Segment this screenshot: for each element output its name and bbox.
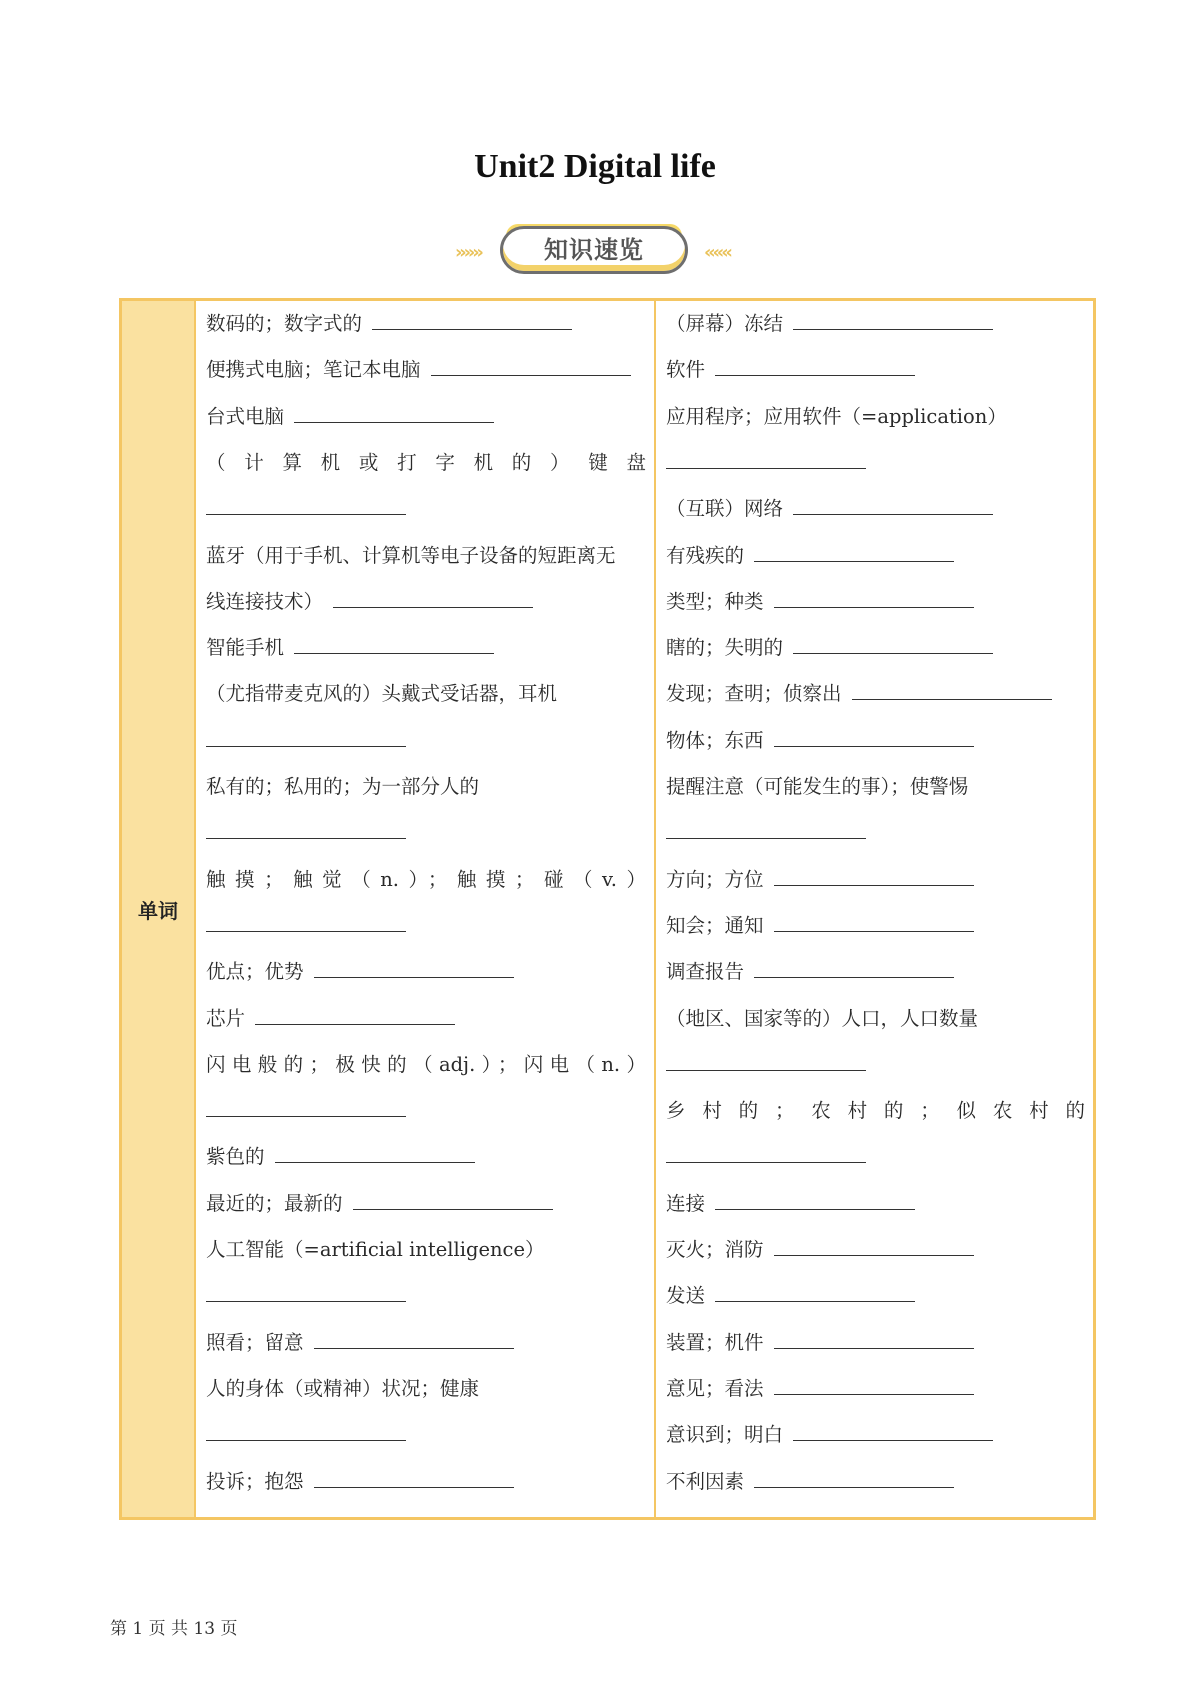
vocab-line — [666, 957, 1085, 987]
answer-blank[interactable] — [774, 1374, 974, 1395]
vocab-prompt: 物体；东西 — [666, 728, 764, 752]
vocab-prompt: 方向；方位 — [666, 867, 764, 891]
answer-blank[interactable] — [774, 587, 974, 608]
answer-blank[interactable] — [754, 541, 954, 562]
vocab-line — [666, 1235, 1085, 1265]
vocab-line — [666, 1142, 1085, 1172]
vocab-line — [666, 818, 1085, 848]
vocab-line — [206, 1096, 646, 1126]
answer-blank[interactable] — [774, 911, 974, 932]
vocab-line — [666, 1096, 1085, 1126]
vocab-prompt: 发现；查明；侦察出 — [666, 682, 842, 706]
vocab-prompt: （地区、国家等的）人口，人口数量 — [666, 1006, 979, 1030]
vocab-line — [666, 1374, 1085, 1404]
vocab-prompt: 最近的；最新的 — [206, 1191, 343, 1215]
vocab-line — [206, 1235, 646, 1265]
vocab-line — [206, 1189, 646, 1219]
chevron-left-icon: ««« — [704, 242, 730, 263]
vocab-line — [666, 1420, 1085, 1450]
answer-blank[interactable] — [333, 587, 533, 608]
vocab-line — [666, 402, 1085, 432]
vocab-prompt: 调查报告 — [666, 960, 745, 984]
vocabulary-table — [119, 298, 1096, 1520]
vocab-prompt: 乡村的；农村的；似农村的 — [666, 1099, 1085, 1123]
vocab-line — [206, 633, 646, 663]
vocab-line — [206, 865, 646, 895]
vocab-line — [206, 1467, 646, 1497]
page-title: Unit2 Digital life — [474, 148, 716, 185]
vocab-column-left — [196, 301, 656, 1517]
answer-blank[interactable] — [206, 818, 406, 839]
vocab-line — [206, 911, 646, 941]
section-label: 单词 — [138, 898, 178, 923]
vocab-prompt: （互联）网络 — [666, 497, 784, 521]
answer-blank[interactable] — [666, 818, 866, 839]
vocab-line — [206, 679, 646, 709]
vocab-prompt: 线连接技术） — [206, 589, 324, 613]
vocab-line — [666, 448, 1085, 478]
answer-blank[interactable] — [793, 633, 993, 654]
knowledge-overview-badge: 知识速览 — [500, 226, 688, 274]
answer-blank[interactable] — [793, 309, 993, 330]
vocab-prompt: 便携式电脑；笔记本电脑 — [206, 358, 421, 382]
vocab-line — [666, 1467, 1085, 1497]
vocab-prompt: （计算机或打字机的）键盘 — [206, 450, 646, 474]
vocab-prompt: 应用程序；应用软件（=application） — [666, 404, 1007, 428]
vocab-prompt: 类型；种类 — [666, 589, 764, 613]
vocab-prompt: （尤指带麦克风的）头戴式受话器，耳机 — [206, 682, 558, 706]
vocab-prompt: 不利因素 — [666, 1469, 745, 1493]
answer-blank[interactable] — [206, 1281, 406, 1302]
answer-blank[interactable] — [754, 957, 954, 978]
vocab-prompt: 人的身体（或精神）状况；健康 — [206, 1376, 480, 1400]
answer-blank[interactable] — [666, 448, 866, 469]
answer-blank[interactable] — [666, 1142, 866, 1163]
vocab-prompt: 意见；看法 — [666, 1376, 764, 1400]
vocab-line — [206, 1374, 646, 1404]
vocab-line — [666, 587, 1085, 617]
vocab-line — [666, 494, 1085, 524]
vocab-prompt: 连接 — [666, 1191, 706, 1215]
answer-blank[interactable] — [206, 1096, 406, 1117]
answer-blank[interactable] — [754, 1467, 954, 1488]
vocab-prompt: （屏幕）冻结 — [666, 312, 784, 335]
chevron-right-icon: »»» — [455, 242, 481, 263]
vocab-prompt: 软件 — [666, 358, 706, 382]
vocab-prompt: 蓝牙（用于手机、计算机等电子设备的短距离无 — [206, 543, 616, 567]
answer-blank[interactable] — [715, 355, 915, 376]
vocab-prompt: 台式电脑 — [206, 404, 285, 428]
answer-blank[interactable] — [774, 1328, 974, 1349]
vocab-line — [666, 309, 1085, 339]
vocab-line — [206, 1142, 646, 1172]
vocab-prompt: 知会；通知 — [666, 913, 764, 937]
vocab-prompt: 瞎的；失明的 — [666, 636, 784, 660]
answer-blank[interactable] — [774, 865, 974, 886]
vocab-prompt: 优点；优势 — [206, 960, 304, 984]
vocab-prompt: 装置；机件 — [666, 1330, 764, 1354]
answer-blank[interactable] — [666, 1050, 866, 1071]
vocab-prompt: 投诉；抱怨 — [206, 1469, 304, 1493]
vocab-prompt: 紫色的 — [206, 1145, 265, 1169]
vocab-prompt: 有残疾的 — [666, 543, 745, 567]
answer-blank[interactable] — [294, 633, 494, 654]
vocab-line — [206, 726, 646, 756]
answer-blank[interactable] — [431, 355, 631, 376]
vocab-line — [666, 1281, 1085, 1311]
answer-blank[interactable] — [715, 1281, 915, 1302]
vocab-prompt: 人工智能（=artificial intelligence） — [206, 1238, 545, 1261]
answer-blank[interactable] — [793, 1420, 993, 1441]
vocab-line — [206, 448, 646, 478]
vocab-prompt: 智能手机 — [206, 636, 285, 660]
vocab-line — [206, 772, 646, 802]
vocab-line — [666, 772, 1085, 802]
answer-blank[interactable] — [294, 402, 494, 423]
vocab-line — [206, 355, 646, 385]
answer-blank[interactable] — [275, 1142, 475, 1163]
answer-blank[interactable] — [793, 494, 993, 515]
vocab-line — [206, 309, 646, 339]
vocab-line — [206, 957, 646, 987]
vocab-line — [666, 911, 1085, 941]
vocab-line — [206, 587, 646, 617]
answer-blank[interactable] — [774, 726, 974, 747]
vocab-prompt: 灭火；消防 — [666, 1238, 764, 1261]
vocab-line — [206, 494, 646, 524]
answer-blank[interactable] — [206, 494, 406, 515]
answer-blank[interactable] — [206, 911, 406, 932]
vocab-prompt: 私有的；私用的；为一部分人的 — [206, 775, 480, 798]
answer-blank[interactable] — [353, 1189, 553, 1210]
vocab-line — [666, 679, 1085, 709]
vocab-line — [666, 865, 1085, 895]
vocab-line — [666, 1328, 1085, 1358]
vocab-line — [206, 1281, 646, 1311]
section-label-cell — [122, 301, 196, 1517]
vocab-line — [666, 1004, 1085, 1034]
vocab-prompt: 照看；留意 — [206, 1330, 304, 1354]
vocab-line — [206, 1328, 646, 1358]
vocab-prompt: 数码的；数字式的 — [206, 312, 363, 335]
vocab-line — [206, 1004, 646, 1034]
vocab-prompt: 闪电般的；极快的（adj.）；闪电（n.） — [206, 1052, 646, 1076]
vocab-prompt: 触摸；触觉（n.）；触摸；碰（v.） — [206, 867, 646, 891]
section-badge-row — [0, 224, 1190, 282]
answer-blank[interactable] — [314, 957, 514, 978]
vocab-line — [666, 633, 1085, 663]
vocab-line — [666, 1050, 1085, 1080]
vocab-prompt: 发送 — [666, 1284, 706, 1308]
answer-blank[interactable] — [372, 309, 572, 330]
vocab-line — [206, 818, 646, 848]
vocab-line — [206, 1050, 646, 1080]
page-footer: 第 1 页 共 13 页 — [110, 1619, 238, 1639]
answer-blank[interactable] — [255, 1004, 455, 1025]
answer-blank[interactable] — [715, 1189, 915, 1210]
vocab-prompt: 提醒注意（可能发生的事）；使警惕 — [666, 775, 969, 798]
answer-blank[interactable] — [314, 1467, 514, 1488]
vocab-line — [666, 355, 1085, 385]
answer-blank[interactable] — [206, 726, 406, 747]
answer-blank[interactable] — [852, 679, 1052, 700]
vocab-line — [206, 1420, 646, 1450]
vocab-column-right — [656, 301, 1093, 1517]
answer-blank[interactable] — [774, 1235, 974, 1256]
vocab-prompt: 芯片 — [206, 1006, 246, 1030]
answer-blank[interactable] — [314, 1328, 514, 1349]
vocab-prompt: 意识到；明白 — [666, 1423, 784, 1447]
vocab-line — [206, 541, 646, 571]
vocab-line — [666, 1189, 1085, 1219]
answer-blank[interactable] — [206, 1420, 406, 1441]
vocab-line — [666, 541, 1085, 571]
vocab-line — [666, 726, 1085, 756]
vocab-line — [206, 402, 646, 432]
